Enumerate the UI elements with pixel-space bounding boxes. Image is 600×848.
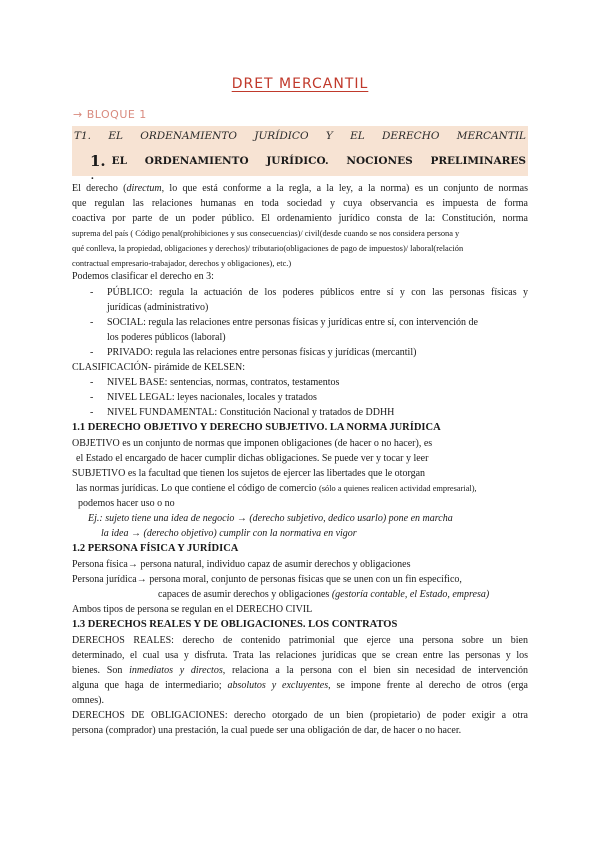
section-word: EL [111, 155, 128, 167]
example-line: la idea → (derecho objetivo) cumplir con la normativa en vigor [101, 528, 357, 539]
list-dash: - [90, 377, 94, 388]
topic-word: EL [108, 130, 123, 142]
paragraph-line: omnes). [72, 695, 104, 706]
list-item: PÚBLICO: regula la actuación de los poderes públicos entre sí y con las personas físicas y [107, 287, 528, 298]
paragraph-line: El derecho (directum, lo que está conforme a la regla, a la ley, a la norma) es un conjunto de normas [72, 183, 528, 194]
paragraph-line: CLASIFICACIÓN- pirámide de KELSEN: [72, 362, 246, 373]
section-word: ORDENAMIENTO [144, 155, 249, 167]
paragraph-line: Ambos tipos de persona se regulan en el DERECHO CIVIL [72, 604, 313, 615]
section-word: PRELIMINARES [430, 155, 526, 167]
subsection-heading: 1.1 DERECHO OBJETIVO Y DERECHO SUBJETIVO. LA NORMA JURÍDICA [72, 422, 441, 433]
topic-heading-bar [72, 126, 528, 146]
paragraph-line: Podemos clasificar el derecho en 3: [72, 271, 214, 282]
paragraph-line: OBJETIVO es un conjunto de normas que imponen obligaciones (de hacer o no hacer), es [72, 438, 433, 449]
document-title: DRET MERCANTIL [231, 76, 369, 92]
paragraph-line: el Estado el encargado de hacer cumplir dichas obligaciones. Se puede ver y tocar y leer [76, 453, 429, 464]
section-word: JURÍDICO. [266, 155, 329, 167]
paragraph-line: qué conlleva, la propiedad, obligaciones y derechos)/ tributario(obligaciones de pago de impuestos)/ laboral(relación [72, 244, 464, 253]
list-item: jurídicas (administrativo) [107, 302, 209, 313]
list-dash: - [90, 407, 94, 418]
list-dash: - [90, 287, 94, 298]
bloque-heading: → BLOQUE 1 [73, 108, 147, 121]
list-item: NIVEL BASE: sentencias, normas, contratos, testamentos [107, 377, 340, 388]
list-item: NIVEL LEGAL: leyes nacionales, locales y tratados [107, 392, 317, 403]
subsection-heading: 1.2 PERSONA FÍSICA Y JURÍDICA [72, 543, 239, 554]
paragraph-line: suprema del país ( Código penal(prohibiciones y sus consecuencias)/ civil(desde cuando se nos considera persona y [72, 229, 460, 238]
paragraph-line: bienes. Son inmediatos y directos, relaciona a la persona con el bien sin necesidad de intervención [72, 665, 529, 676]
list-item: PRIVADO: regula las relaciones entre personas físicas y jurídicas (mercantil) [107, 347, 417, 358]
paragraph-line: capaces de asumir derechos y obligaciones (gestoría contable, el Estado, empresa) [158, 589, 490, 600]
list-item: SOCIAL: regula las relaciones entre personas físicas y jurídicas entre sí, con intervención de [107, 317, 478, 328]
topic-word: T1. [74, 130, 92, 142]
list-item: los poderes públicos (laboral) [107, 332, 226, 343]
paragraph-line: Persona jurídica→ persona moral, conjunto de personas físicas que se unen con un fin específico, [72, 574, 462, 585]
topic-word: DERECHO [382, 130, 440, 142]
section-number: 1. [90, 152, 106, 170]
paragraph-line: persona (comprador) una prestación, la cual puede ser una obligación de dar, de hacer o no hacer. [72, 725, 462, 736]
list-dash: - [90, 347, 94, 358]
paragraph-line: las normas jurídicas. Lo que contiene el código de comercio (sólo a quienes realicen actividad empresarial), [76, 483, 477, 494]
paragraph-line: determinado, el cual usa y disfruta. Trata las relaciones jurídicas que se crean entre las personas y los [72, 650, 528, 661]
topic-word: ORDENAMIENTO [140, 130, 237, 142]
list-dash: - [90, 392, 94, 403]
section-dot: . [91, 170, 94, 182]
topic-word: Y [325, 130, 333, 142]
paragraph-line: que regulan las relaciones humanas en toda sociedad y cuya observancia es impuesta de forma [72, 198, 528, 209]
topic-word: EL [350, 130, 365, 142]
paragraph-line: DERECHOS DE OBLIGACIONES: derecho otorgado de un bien (propietario) de poder exigir a otra [72, 710, 528, 721]
section-heading-bar [72, 146, 528, 176]
example-line: Ej.: sujeto tiene una idea de negocio → (derecho subjetivo, dedico usarlo) pone en marcha [88, 513, 453, 524]
section-word: NOCIONES [346, 155, 413, 167]
paragraph-line: DERECHOS REALES: derecho de contenido patrimonial que ejerce una persona sobre un bien [72, 635, 528, 646]
paragraph-line: contractual empresario-trabajador, derechos y obligaciones), etc.) [72, 259, 292, 268]
topic-word: JURÍDICO [254, 130, 309, 142]
list-item: NIVEL FUNDAMENTAL: Constitución Nacional y tratados de DDHH [107, 407, 395, 418]
paragraph-line: Persona física→ persona natural, individuo capaz de asumir derechos y obligaciones [72, 559, 411, 570]
paragraph-line: podemos hacer uso o no [78, 498, 175, 509]
subsection-heading: 1.3 DERECHOS REALES Y DE OBLIGACIONES. LOS CONTRATOS [72, 619, 398, 630]
list-dash: - [90, 317, 94, 328]
paragraph-line: SUBJETIVO es la facultad que tienen los sujetos de ejercer las libertades que le otorgan [72, 468, 426, 479]
topic-word: MERCANTIL [456, 130, 526, 142]
paragraph-line: alguna que haga de intermediario; absolutos y excluyentes, se impone frente al derecho de otros (erga [72, 680, 528, 691]
paragraph-line: coactiva por parte de un poder público. El ordenamiento jurídico consta de la: Constitución, norma [72, 213, 528, 224]
